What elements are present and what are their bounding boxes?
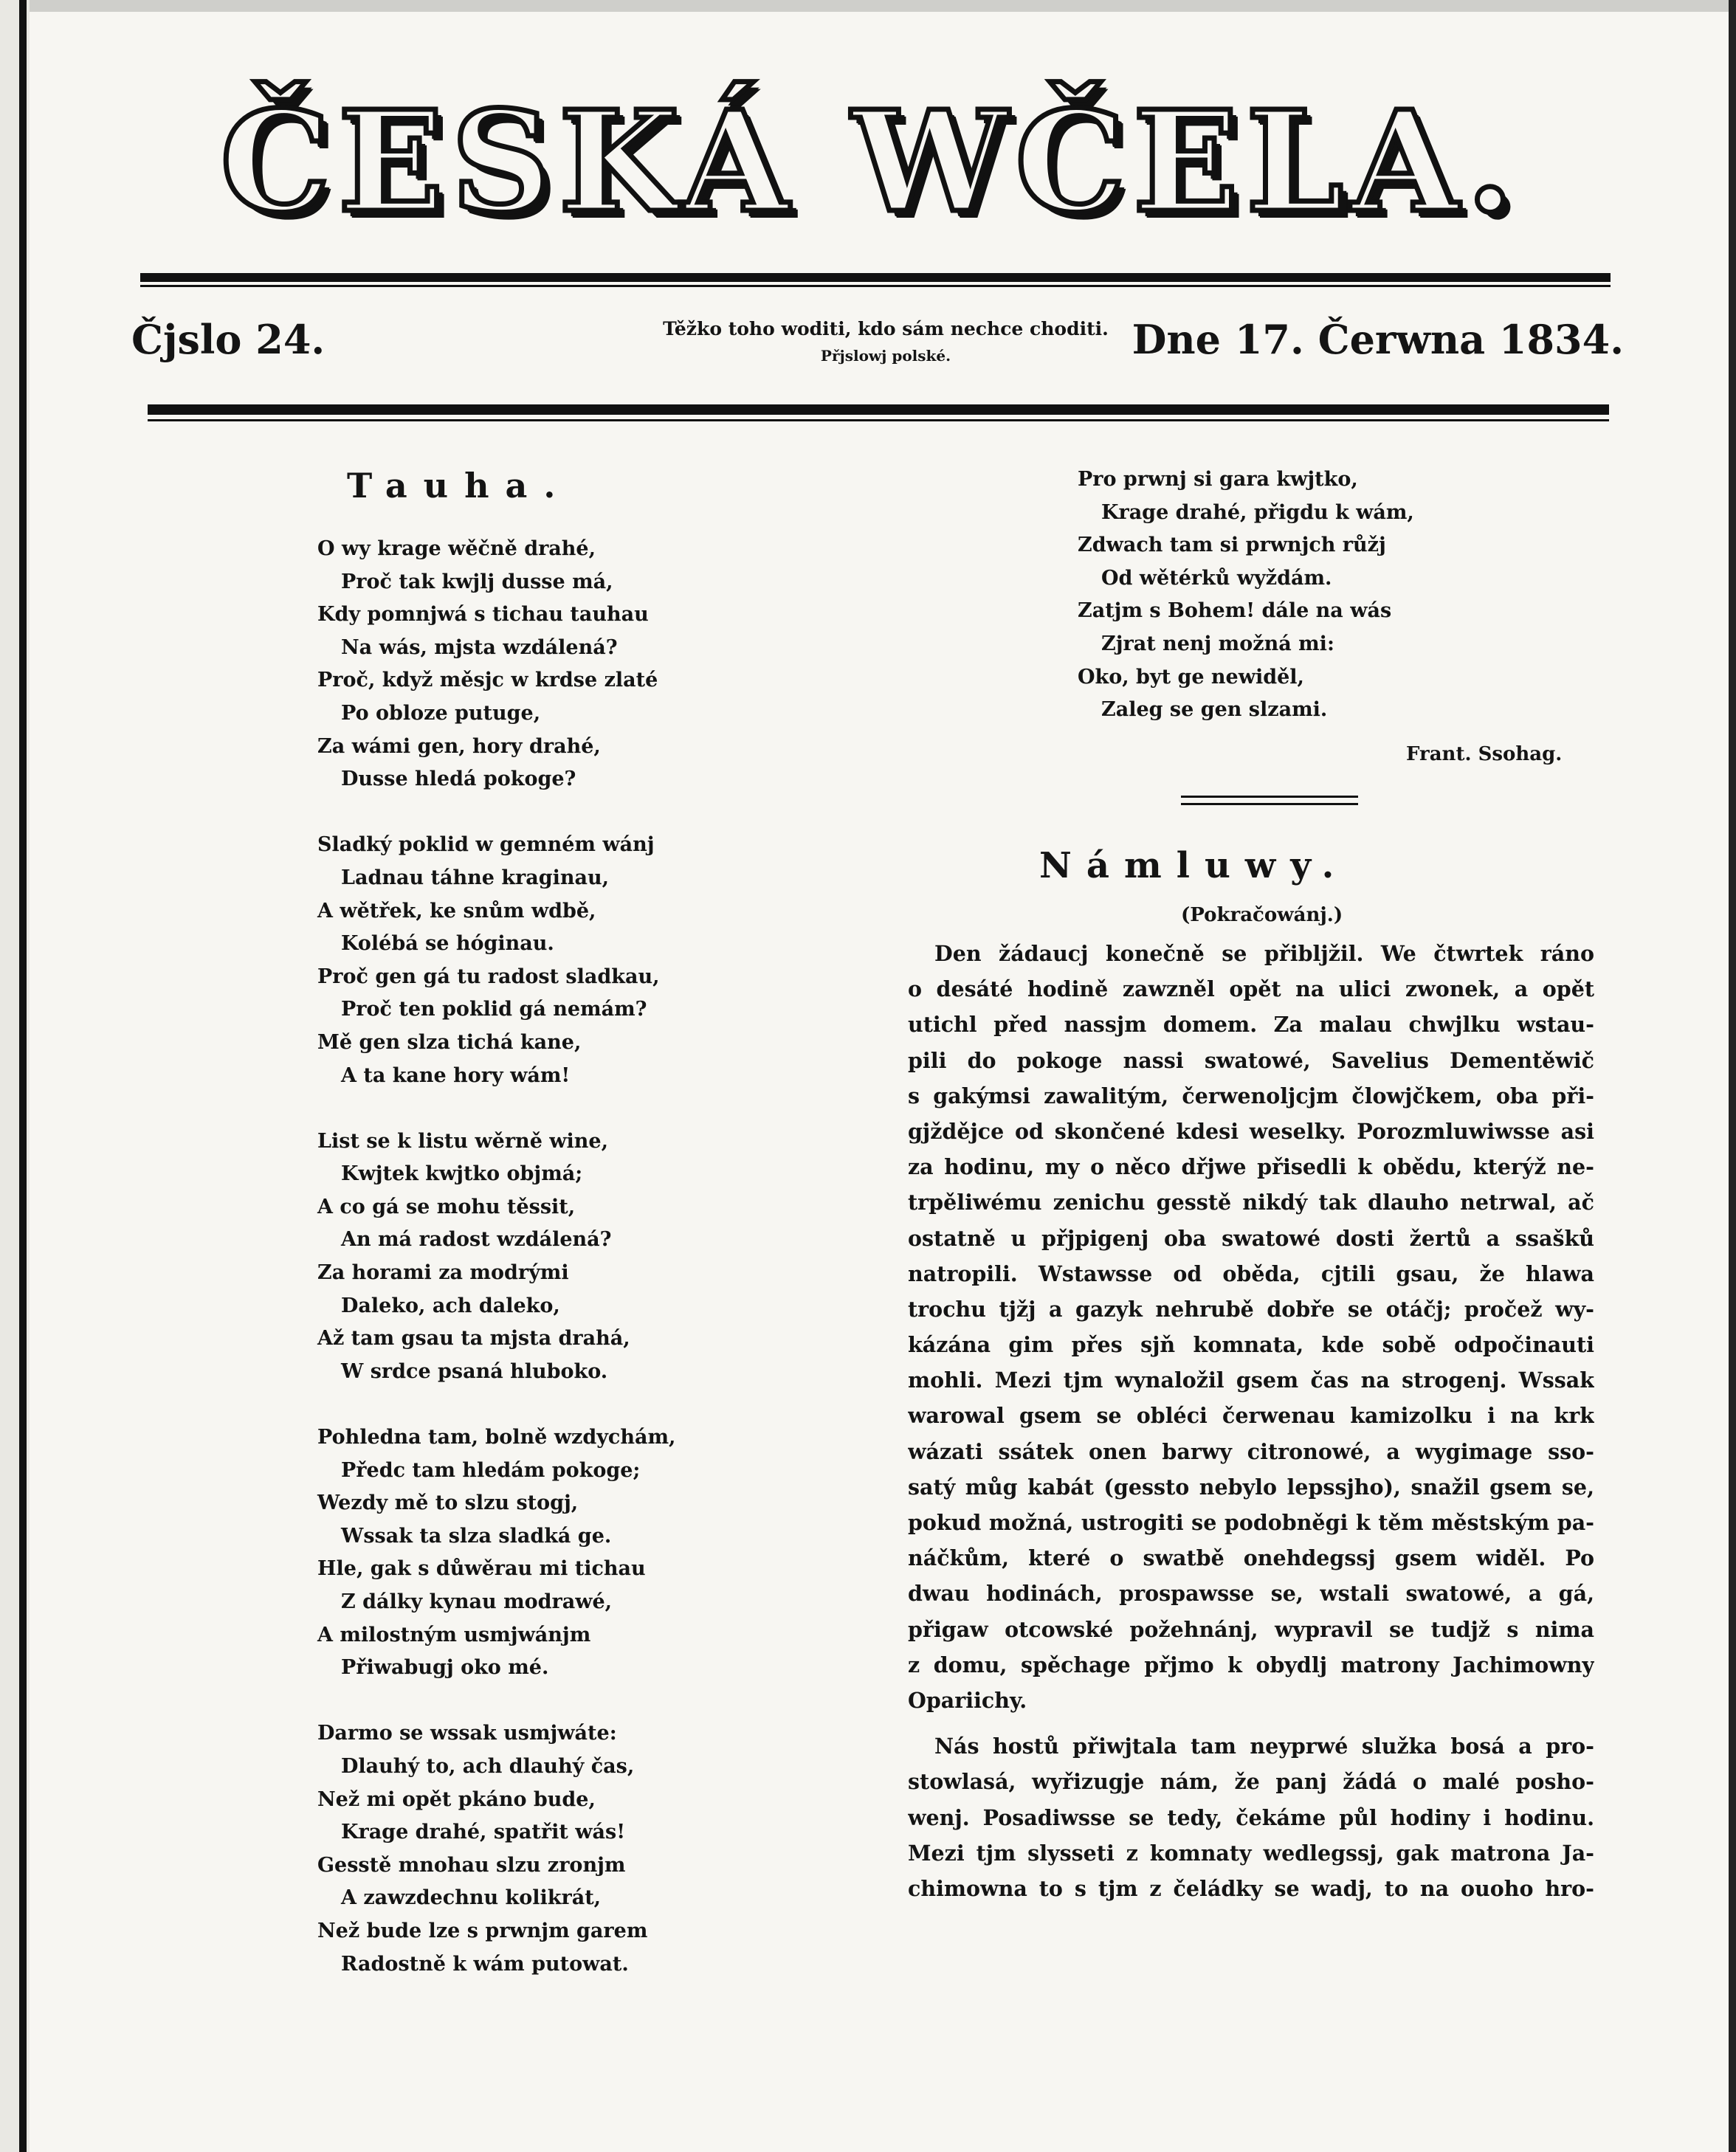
issue-date: Dne 17. Čerwna 1834. [1132,316,1624,363]
poem-line: Z dálky kynau modrawé, [341,1590,613,1613]
article-line: za hodinu, my o něco dřjwe přisedli k obědu, kterýž ne- [908,1154,1594,1180]
poem-line: Proč tak kwjlj dusse má, [341,570,613,593]
poem-line: A milostným usmjwánjm [317,1623,591,1646]
poem-line: Za horami za modrými [317,1261,569,1285]
header-rule-bottom [148,404,1609,415]
right-edge [1729,0,1736,2152]
article-line: warowal gsem se obléci čerwenau kamizolku i na krk [908,1403,1594,1429]
header-rule-top [140,273,1611,282]
stanza-gap [317,1685,878,1718]
article-line: ostatně u přjpigenj oba swatowé dosti žertů a ssašků [908,1225,1594,1251]
article-line: wenj. Posadiwsse se tedy, čekáme půl hodiny i hodinu. [908,1804,1594,1830]
poem-line: Za wámi gen, hory drahé, [317,734,601,758]
issue-number: Čjslo 24. [131,316,326,363]
masthead-title: ČESKÁ WČELA. [220,80,1522,244]
article-line: chimowna to s tjm z čeládky se wadj, to na ouoho hro- [908,1875,1594,1901]
article-line: kázána gim přes sjň komnata, kde sobě odpočinauti [908,1332,1594,1358]
poem-line: Gesstě mnohau slzu zronjm [317,1853,626,1877]
poem-line: Proč gen gá tu radost sladkau, [317,965,660,988]
poem-line: Zjrat nenj možná mi: [1101,632,1334,655]
poem-line: A wětřek, ke snům wdbě, [317,899,596,922]
poem-signature: Frant. Ssohag. [1406,743,1563,765]
poem-line: Kolébá se hóginau. [341,932,554,956]
poem-line: Na wás, mjsta wzdálená? [341,635,618,659]
poem-line: Krage drahé, spatřit wás! [341,1821,626,1844]
binding-edge [19,0,27,2152]
article-line: Den žádaucj konečně se přiblјžil. We čtwrtek ráno [934,941,1594,966]
poem-line: Krage drahé, přigdu k wám, [1101,500,1414,524]
article-line: dwau hodinách, prospawsse se, wstali swatowé, a gá, [908,1581,1594,1607]
poem-line: Přiwabugj oko mé. [341,1656,549,1680]
stanza-gap [317,796,878,830]
poem-line: Zatjm s Bohem! dále na wás [1078,599,1392,623]
poem-body [317,533,878,1981]
article-continuation: (Pokračowánj.) [1181,904,1343,926]
top-edge [30,0,1736,12]
article-line: pili do pokoge nassi swatowé, Savelius Dementěwič [908,1047,1594,1073]
motto-block [635,316,1137,369]
stanza-gap [317,1092,878,1125]
article-line: pokud možná, ustrogiti se podobněgi k těm městským pa- [908,1510,1594,1535]
article-line: Opariichy. [908,1687,1027,1713]
article-line: Mezi tjm slysseti z komnaty wedlegssj, gak matrona Ja- [908,1840,1594,1866]
article-line: trochu tjžj a gazyk nehrubě dobře se otáčj; pročež wy- [908,1296,1594,1322]
poem-line: Po obloze putuge, [341,701,541,725]
poem-line: Než mi opět pkáno bude, [317,1787,596,1811]
poem-line: A zawzdechnu kolikrát, [341,1886,602,1910]
poem-line: Proč ten poklid gá nemám? [341,998,647,1021]
poem-line: Kwjtek kwjtko objmá; [341,1162,583,1186]
poem-line: W srdce psaná hluboko. [341,1359,608,1383]
article-line: utichl před nassjm domem. Za malau chwjlku wstau- [908,1012,1594,1038]
header-rule-top-thin [140,285,1611,287]
poem-line: List se k listu wěrně wine, [317,1129,608,1153]
article-line: gjždějce od skončené kdesi weselky. Porozmluwiwsse asi [908,1118,1594,1144]
article-title: Námluwy. [1039,845,1349,886]
article-line: z domu, spěchage přjmo k obydlj matrony Jachimowny [908,1652,1594,1677]
article-line: s gakýmsi zawalitým, čerwenolјcjm člowjčkem, oba při- [908,1083,1594,1108]
poem-line: Hle, gak s důwěrau mi tichau [317,1557,646,1581]
article-line: satý můg kabát (gessto nebylo lepssjho), snažil gsem se, [908,1474,1594,1500]
poem-line: Zdwach tam si prwnjch růžj [1078,534,1386,557]
article-line: náčkům, které o swatbě onehdegssj gsem widěl. Po [908,1545,1594,1571]
poem-line: Od wětérků wyždám. [1101,566,1332,590]
poem-line: Wezdy mě to slzu stogj, [317,1491,579,1515]
poem-line: Mě gen slza tichá kane, [317,1030,582,1054]
poem-line: Sladký poklid w gemném wánj [317,833,655,857]
poem-line: Radostně k wám putowat. [341,1952,629,1976]
article-body [908,936,1594,1906]
poem-line: Daleko, ach daleko, [341,1294,560,1317]
poem-line: A co gá se mohu těssit, [317,1195,576,1218]
poem-line: Zaleg se gen slzami. [1101,698,1328,722]
section-divider-thin [1181,803,1358,805]
poem-line: Než bude lze s prwnjm garem [317,1919,648,1942]
section-divider [1181,796,1358,798]
article-line: stowlasá, wyřizugje nám, že panj žádá o malé posho- [908,1769,1594,1795]
poem-line: Proč, když měsjc w krdse zlaté [317,669,658,692]
poem-line: Dlauhý to, ach dlauhý čas, [341,1754,635,1778]
article-line: trpěliwému zenichu gesstě nikdý tak dlauho netrwal, ač [908,1190,1594,1215]
poem-title: Tauha. [347,466,572,506]
poem-line: O wy krage wěčně drahé, [317,537,596,560]
article-line: natropili. Wstawsse od oběda, cjtili gsau, že hlawa [908,1260,1594,1286]
poem-line: Darmo se wssak usmjwáte: [317,1722,617,1745]
poem-line: Dusse hledá pokoge? [341,768,576,791]
poem-line: Kdy pomnjwá s tichau tauhau [317,603,649,627]
poem-line: Oko, byt ge newiděl, [1078,665,1304,689]
motto-source: Přjslowj polské. [820,347,951,365]
article-line: mohli. Mezi tjm wynaložil gsem čas na strogenj. Wssak [908,1368,1594,1393]
poem-line: Pohledna tam, bolně wzdychám, [317,1426,676,1449]
article-line: wázati ssátek onen barwy citronowé, a wygimage sso- [908,1438,1594,1464]
poem-line: Předc tam hledám pokoge; [341,1458,641,1482]
motto-text: Těžko toho woditi, kdo sám nechce choditi. [663,318,1109,339]
header-rule-bottom-thin [148,419,1609,421]
article-line: přigaw otcowské požehnánj, wypravil se tudjž s nima [908,1616,1594,1642]
paragraph-gap [908,1718,1594,1728]
stanza-gap [317,1388,878,1421]
poem-line: Wssak ta slza sladká ge. [341,1524,612,1548]
poem-line: A ta kane hory wám! [341,1063,571,1087]
article-line: o desáté hodině zawzněl opět na ulici zwonek, a opět [908,976,1594,1002]
poem-line: Pro prwnj si gara kwjtko, [1078,468,1358,491]
poem-ending [1078,463,1594,727]
poem-line: Až tam gsau ta mjsta drahá, [317,1327,630,1351]
poem-line: Ladnau táhne kraginau, [341,866,610,889]
poem-line: An má radost wzdálená? [341,1228,612,1252]
article-line: Nás hostů přiwjtala tam neyprwé služka bosá a pro- [934,1734,1594,1759]
